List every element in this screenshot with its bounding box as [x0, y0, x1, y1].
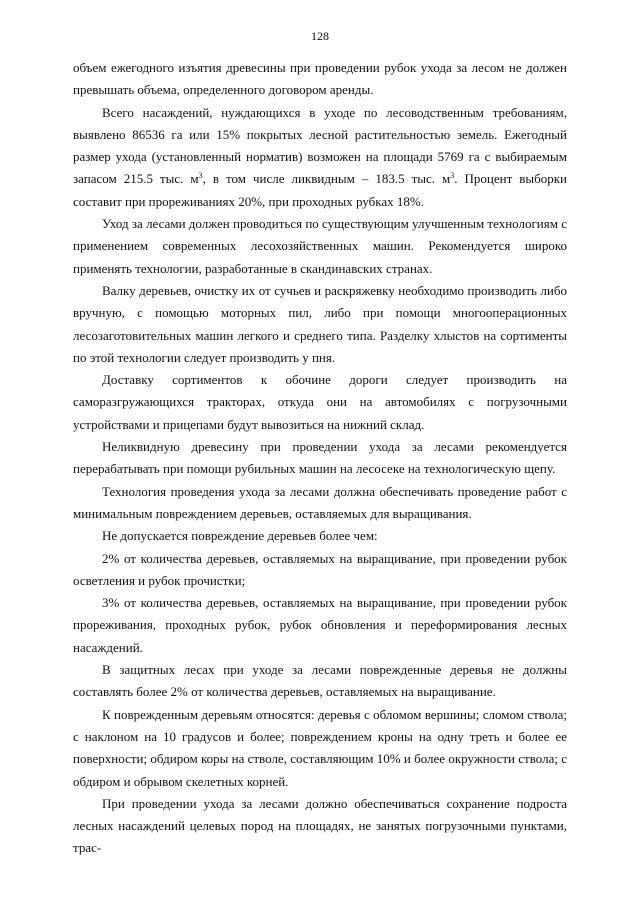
superscript: 3 — [198, 171, 203, 181]
paragraph: Неликвидную древесину при проведении ухода за лесами рекомендуется перерабатывать при помощи рубильных машин на лесосеке на технологическую щепу. — [73, 439, 567, 477]
paragraph-text: . Процент выборки составит при прореживаниях 20%, при проходных рубках 18%. — [73, 171, 568, 209]
paragraph: В защитных лесах при уходе за лесами поврежденные деревья не должны составлять более 2% от количества деревьев, оставляемых на выращивание. — [73, 662, 567, 700]
paragraph: К поврежденным деревьям относятся: деревья с обломом вершины; сломом ствола; с наклоном на 10 градусов и более; повреждением кроны на одну треть и более ее поверхности; обдиром коры на стволе, составляющим 10% и более окружности ствола; с обдиром и обрывом скелетных корней. — [73, 706, 567, 789]
paragraph: 3% от количества деревьев, оставляемых на выращивание, при проведении рубок прореживания, проходных рубок, рубок обновления и переформирования лесных насаждений. — [73, 595, 567, 655]
paragraph: Доставку сортиментов к обочине дороги следует производить на саморазгружающихся тракторах, откуда они на автомобилях с погрузочными устройствами и прицепами будут вывозиться на нижний склад. — [73, 372, 567, 432]
paragraph: Не допускается повреждение деревьев более чем: — [102, 528, 378, 544]
body-text — [73, 57, 567, 860]
paragraph: Валку деревьев, очистку их от сучьев и раскряжевку необходимо производить либо вручную, с помощью моторных пил, либо при помощи многооперационных лесозаготовительных машин легкого и среднего типа. Разделку хлыстов на сортименты по этой технологии следует производить у пня. — [73, 282, 567, 365]
paragraph: При проведении ухода за лесами должно обеспечиваться сохранение подроста лесных насаждений целевых пород на площадях, не занятых погрузочными пунктами, трас- — [73, 795, 567, 856]
superscript: 3 — [450, 171, 455, 181]
paragraph-text: , в том числе ликвидным – 183.5 тыс. м — [202, 171, 451, 187]
paragraph: Технология проведения ухода за лесами должна обеспечивать проведение работ с минимальным повреждением деревьев, оставляемых для выращивания. — [73, 483, 567, 521]
paragraph: 2% от количества деревьев, оставляемых на выращивание, при проведении рубок осветления и рубок прочистки; — [73, 550, 567, 588]
paragraph-text: Всего насаждений, нуждающихся в уходе по лесоводственным требованиям, выявлено 86536 га или 15% покрытых лесной растительностью земель. Ежегодный размер ухода (установленный норматив) возможен на площади 5769 га с выбираемым запасом 215.5 тыс. м — [73, 104, 567, 187]
page-number: 128 — [311, 29, 329, 43]
paragraph — [73, 102, 567, 213]
paragraph: Уход за лесами должен проводиться по существующим улучшенным технологиям с применением современных лесохозяйственных машин. Рекомендуется широко применять технологии, разработанные в скандинавских странах. — [73, 216, 567, 276]
paragraph: объем ежегодного изъятия древесины при проведении рубок ухода за лесом не должен превышать объема, определенного договором аренды. — [73, 60, 567, 98]
